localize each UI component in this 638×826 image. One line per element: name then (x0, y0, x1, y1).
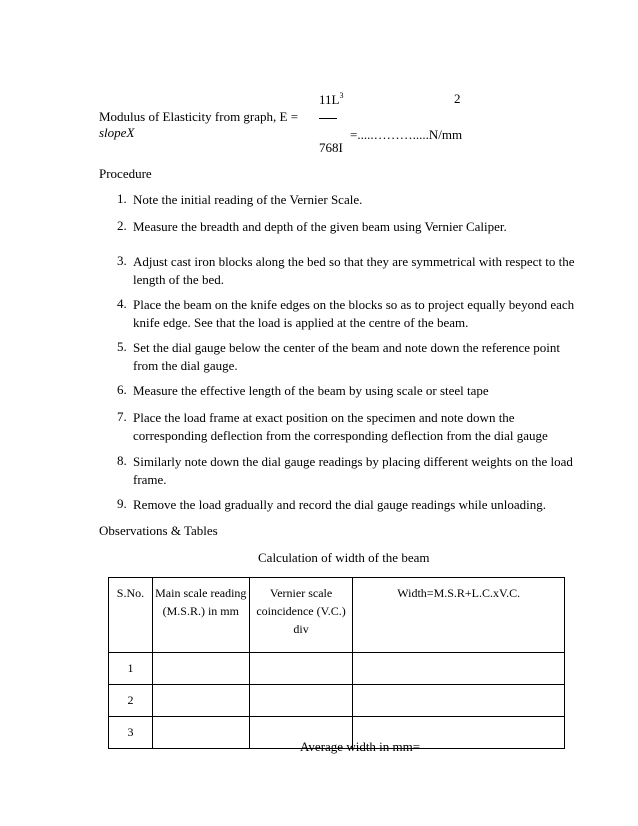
header-main-scale: Main scale reading (M.S.R.) in mm (152, 578, 249, 653)
step-number: 8. (117, 453, 127, 468)
average-width-label: Average width in mm= (300, 739, 421, 754)
fraction-bar (319, 118, 337, 119)
step-text: Note the initial reading of the Vernier Scale. (133, 192, 363, 207)
step-text: Set the dial gauge below the center of the beam and note down the reference point from the dial gauge. (133, 340, 561, 373)
header-width: Width=M.S.R+L.C.xV.C. (353, 578, 565, 653)
step-number: 9. (117, 496, 127, 511)
header-sno: S.No. (109, 578, 153, 653)
formula-unit-exponent: 2 (454, 91, 461, 106)
procedure-heading: Procedure (99, 166, 152, 181)
width-table (108, 577, 565, 749)
formula-numerator (319, 91, 343, 108)
formula-slope: slopeX (99, 125, 135, 140)
step-text: Measure the effective length of the beam by using scale or steel tape (133, 383, 489, 398)
step-text: Place the load frame at exact position on the specimen and note down the corresponding deflection from the corresponding deflection from the dial gauge (133, 410, 548, 443)
cell-msr[interactable] (152, 685, 249, 717)
cell-vc[interactable] (249, 653, 353, 685)
step-number: 5. (117, 339, 127, 354)
step-number: 1. (117, 191, 127, 206)
formula-denominator: 768I (319, 140, 343, 155)
table-row (109, 653, 565, 685)
step-number: 6. (117, 382, 127, 397)
header-vernier-scale: Vernier scale coincidence (V.C.) div (249, 578, 353, 653)
step-text: Remove the load gradually and record the dial gauge readings while unloading. (133, 497, 546, 512)
cell-width[interactable] (353, 685, 565, 717)
formula-numerator-base: 11L (319, 92, 340, 107)
formula-label: Modulus of Elasticity from graph, E = (99, 109, 299, 124)
cell-vc[interactable] (249, 685, 353, 717)
step-text: Similarly note down the dial gauge readings by placing different weights on the load frame. (133, 454, 573, 487)
step-number: 4. (117, 296, 127, 311)
observations-heading: Observations & Tables (99, 523, 218, 538)
step-number: 2. (117, 218, 127, 233)
table-header-row (109, 578, 565, 653)
row-sno: 1 (109, 653, 153, 685)
table-row (109, 685, 565, 717)
step-text: Measure the breadth and depth of the given beam using Vernier Caliper. (133, 219, 507, 234)
row-sno: 2 (109, 685, 153, 717)
cell-width[interactable] (353, 653, 565, 685)
step-text: Place the beam on the knife edges on the blocks so as to project equally beyond each knife edge. See that the load is applied at the centre of the beam. (133, 297, 575, 330)
step-number: 7. (117, 409, 127, 424)
row-sno: 3 (109, 717, 153, 749)
formula-result: =.....……….....N/mm (350, 127, 463, 142)
cell-msr[interactable] (152, 717, 249, 749)
table-title: Calculation of width of the beam (258, 550, 430, 565)
formula-numerator-exponent: 3 (339, 91, 344, 100)
step-text: Adjust cast iron blocks along the bed so that they are symmetrical with respect to the length of the bed. (133, 254, 575, 287)
step-number: 3. (117, 253, 127, 268)
cell-msr[interactable] (152, 653, 249, 685)
